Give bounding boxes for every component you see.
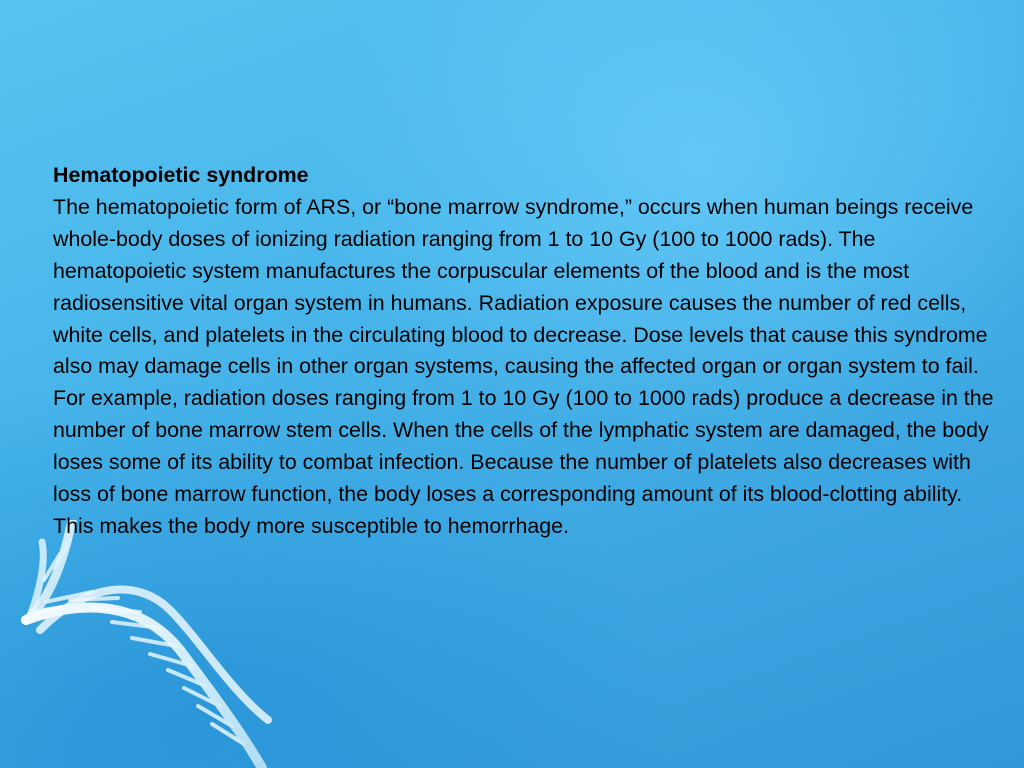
slide-heading: Hematopoietic syndrome — [53, 163, 309, 187]
slide-body-paragraph: The hematopoietic form of ARS, or “bone marrow syndrome,” occurs when human beings receive whole-body doses of ionizing radiation ranging from 1 to 10 Gy (100 to 1000 rads). The hematopoietic system manufactures the corpuscular elements of the blood and is the most radiosensitive vital organ system in humans. Radiation exposure causes the number of red cells, white cells, and platelets in the circulating blood to decrease. Dose levels that cause this syndrome also may damage cells in other organ systems, causing the affected organ or organ system to fail. For example, radiation doses ranging from 1 to 10 Gy (100 to 1000 rads) produce a decrease in the number of bone marrow stem cells. When the cells of the lymphatic system are damaged, the body loses some of its ability to combat infection. Because the number of platelets also decreases with loss of bone marrow function, the body loses a corresponding amount of its blood-clotting ability. This makes the body more susceptible to hemorrhage. — [53, 194, 994, 538]
content-text-block — [53, 160, 1003, 543]
dna-helix-decoration — [0, 520, 300, 768]
